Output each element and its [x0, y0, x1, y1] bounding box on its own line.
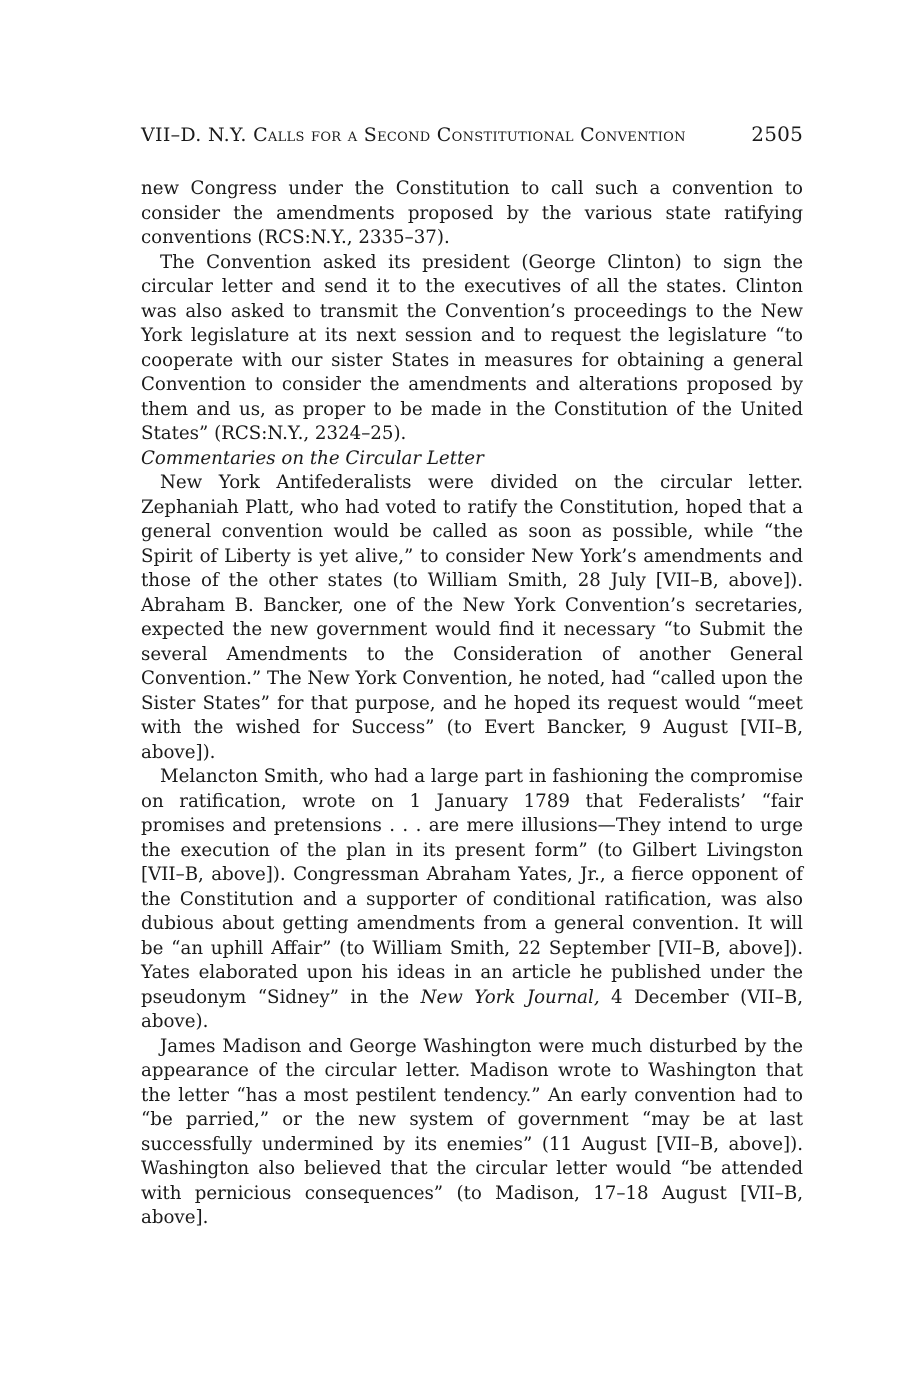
newspaper-title: New York Journal,	[420, 986, 600, 1008]
section-heading: Commentaries on the Circular Letter	[141, 447, 484, 469]
paragraph-4-text: Melancton Smith, who had a large part in fashioning the compromise on ratification, wrote on 1 January 1789 that Federalists’ “fair promises and pretensions . . . are mere illusions—They intend to urge the execution of the plan in its present form” (to Gilbert Livingston [VII–B, above]). Congressman Abraham Yates, Jr., a fierce opponent of the Constitution and a supporter of conditional ratification, was also dubious about getting amendments from a general convention. It will be “an uphill Affair” (to William Smith, 22 September [VII–B, above]). Yates elaborated upon his ideas in an article he published under the pseudonym “Sidney” in the	[141, 766, 803, 1008]
paragraph-3: New York Antifederalists were divided on the circular letter. Zephaniah Platt, who had voted to ratify the Constitution, hoped that a general convention would be called as soon as possible, while “the Spirit of Liberty is yet alive,” to consider New York’s amendments and those of the other states (to William Smith, 28 July [VII–B, above]). Abraham B. Bancker, one of the New York Convention’s secretaries, expected the new government would find it necessary “to Submit the several Amendments to the Consideration of another General Convention.” The New York Convention, he noted, had “called upon the Sister States” for that purpose, and he hoped its request would “meet with the wished for Success” (to Evert Bancker, 9 August [VII–B, above]).	[141, 472, 803, 763]
running-head	[141, 121, 803, 148]
running-title: VII–D. N.Y. Calls for a Second Constitutional Convention	[141, 124, 686, 146]
paragraph-1: new Congress under the Constitution to call such a convention to consider the amendments proposed by the various state ratifying conventions (RCS:N.Y., 2335–37).	[141, 178, 803, 248]
paragraph-5: James Madison and George Washington were much disturbed by the appearance of the circular letter. Madison wrote to Washington that the letter “has a most pestilent tendency.” An early convention had to “be parried,” or the new system of government “may be at last successfully undermined by its enemies” (11 August [VII–B, above]). Washington also believed that the circular letter would “be attended with pernicious consequences” (to Madison, 17–18 August [VII–B, above].	[141, 1035, 803, 1228]
paragraph-2: The Convention asked its president (George Clinton) to sign the circular letter and send it to the executives of all the states. Clinton was also asked to transmit the Convention’s proceedings to the New York legislature at its next session and to request the legislature “to cooperate with our sister States in measures for obtaining a general Convention to consider the amendments and alterations proposed by them and us, as proper to be made in the Constitution of the United States” (RCS:N.Y., 2324–25).	[141, 251, 803, 444]
page-number: 2505	[751, 122, 803, 146]
body-text	[141, 177, 803, 1231]
document-page	[141, 121, 803, 1231]
paragraph-4-end: 4 December (VII–B, above).	[141, 986, 803, 1032]
paragraph-4	[141, 765, 803, 1035]
